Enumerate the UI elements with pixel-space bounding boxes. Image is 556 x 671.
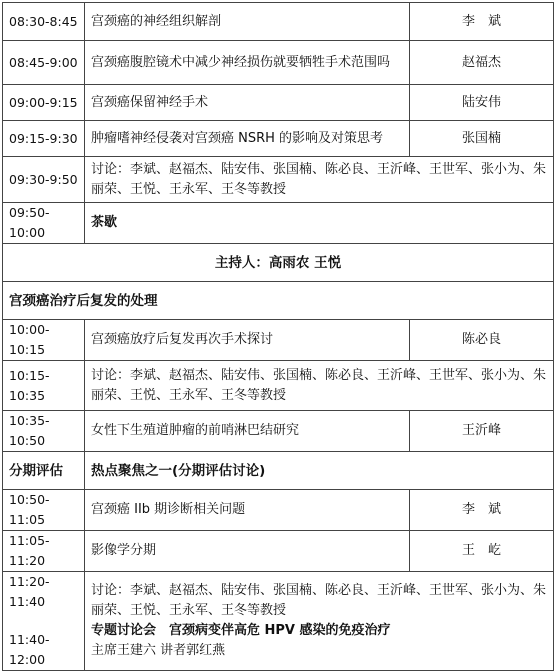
discussion-text: 讨论：李斌、赵福杰、陆安伟、张国楠、陈必良、王沂峰、王世军、张小为、朱丽荣、王悦、王永军、王冬等教授 bbox=[91, 583, 547, 618]
discussion-cell: 讨论：李斌、赵福杰、陆安伟、张国楠、陈必良、王沂峰、王世军、张小为、朱丽荣、王悦、王永军、王冬等教授 bbox=[85, 157, 554, 203]
speaker-cell: 王沂峰 bbox=[410, 411, 554, 452]
section-row bbox=[3, 282, 554, 320]
section-title: 宫颈癌治疗后复发的处理 bbox=[3, 282, 554, 320]
time-end: 11:40-12:00 bbox=[9, 632, 50, 667]
time-cell: 10:35-10:50 bbox=[3, 411, 85, 452]
host-line: 主持人：高雨农 王悦 bbox=[3, 244, 554, 282]
time-cell bbox=[3, 572, 85, 671]
topic-cell: 影像学分期 bbox=[85, 531, 410, 572]
table-row bbox=[3, 157, 554, 203]
speaker-cell: 李 斌 bbox=[410, 3, 554, 41]
break-cell: 茶歇 bbox=[85, 203, 554, 244]
table-row bbox=[3, 203, 554, 244]
table-row bbox=[3, 320, 554, 361]
table-row bbox=[3, 85, 554, 121]
time-cell: 10:50-11:05 bbox=[3, 490, 85, 531]
table-row bbox=[3, 41, 554, 85]
time-start: 11:20-11:40 bbox=[9, 574, 50, 609]
time-cell: 08:45-9:00 bbox=[3, 41, 85, 85]
time-cell: 09:50-10:00 bbox=[3, 203, 85, 244]
speaker-cell: 张国楠 bbox=[410, 121, 554, 157]
topic-cell: 宫颈癌 IIb 期诊断相关问题 bbox=[85, 490, 410, 531]
table-row bbox=[3, 361, 554, 411]
section-label: 分期评估 bbox=[3, 452, 85, 490]
time-cell: 09:00-9:15 bbox=[3, 85, 85, 121]
speaker-cell: 王 屹 bbox=[410, 531, 554, 572]
time-cell: 09:15-9:30 bbox=[3, 121, 85, 157]
topic-cell: 宫颈癌腹腔镜术中减少神经损伤就要牺牲手术范围吗 bbox=[85, 41, 410, 85]
time-cell: 10:00-10:15 bbox=[3, 320, 85, 361]
speaker-cell: 李 斌 bbox=[410, 490, 554, 531]
table-row bbox=[3, 411, 554, 452]
special-title: 专题讨论会 宫颈病变伴高危 HPV 感染的免疫治疗 bbox=[91, 623, 391, 638]
schedule-table bbox=[2, 2, 554, 671]
speaker-cell: 赵福杰 bbox=[410, 41, 554, 85]
discussion-cell bbox=[85, 572, 554, 671]
topic-cell: 女性下生殖道肿瘤的前哨淋巴结研究 bbox=[85, 411, 410, 452]
time-cell: 10:15-10:35 bbox=[3, 361, 85, 411]
table-row bbox=[3, 3, 554, 41]
special-sub: 主席王建六 讲者郭红燕 bbox=[91, 643, 226, 658]
topic-cell: 宫颈癌放疗后复发再次手术探讨 bbox=[85, 320, 410, 361]
table-row bbox=[3, 490, 554, 531]
topic-cell: 宫颈癌的神经组织解剖 bbox=[85, 3, 410, 41]
section-row bbox=[3, 452, 554, 490]
host-row bbox=[3, 244, 554, 282]
table-row bbox=[3, 572, 554, 671]
topic-cell: 宫颈癌保留神经手术 bbox=[85, 85, 410, 121]
time-cell: 11:05-11:20 bbox=[3, 531, 85, 572]
speaker-cell: 陆安伟 bbox=[410, 85, 554, 121]
discussion-cell: 讨论：李斌、赵福杰、陆安伟、张国楠、陈必良、王沂峰、王世军、张小为、朱丽荣、王悦、王永军、王冬等教授 bbox=[85, 361, 554, 411]
speaker-cell: 陈必良 bbox=[410, 320, 554, 361]
section-title: 热点聚焦之一(分期评估讨论) bbox=[85, 452, 554, 490]
topic-cell: 肿瘤嗜神经侵袭对宫颈癌 NSRH 的影响及对策思考 bbox=[85, 121, 410, 157]
time-cell: 08:30-8:45 bbox=[3, 3, 85, 41]
table-row bbox=[3, 121, 554, 157]
time-cell: 09:30-9:50 bbox=[3, 157, 85, 203]
table-row bbox=[3, 531, 554, 572]
